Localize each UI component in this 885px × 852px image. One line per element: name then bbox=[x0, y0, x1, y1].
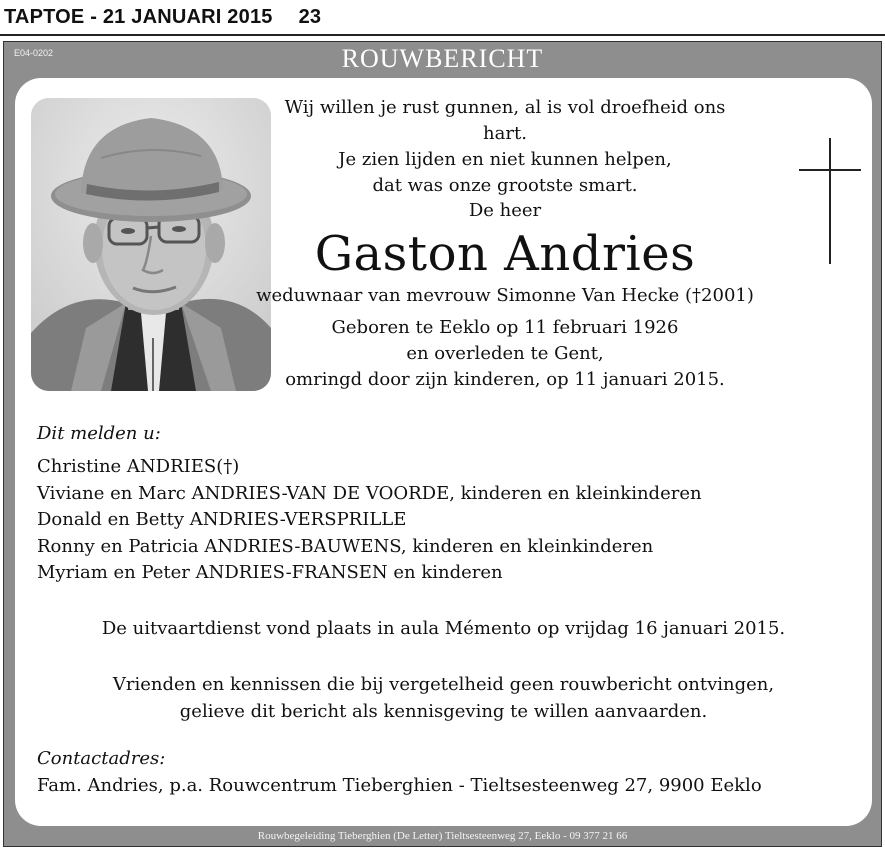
notice-title: ROUWBERICHT bbox=[341, 44, 544, 73]
announcers-label: Dit melden u: bbox=[37, 423, 161, 444]
birth-death-info bbox=[265, 315, 745, 393]
funeral-home-footer: Rouwbegeleiding Tieberghien (De Letter) Tieltsesteenweg 27, Eeklo - 09 377 21 66 bbox=[257, 830, 628, 842]
page-number: 23 bbox=[298, 6, 322, 28]
ad-code: E04-0202 bbox=[14, 48, 54, 58]
poem-line: dat was onze grootste smart. bbox=[372, 175, 638, 196]
family-list bbox=[37, 454, 702, 587]
death-date-line: omringd door zijn kinderen, op 11 januari 2015. bbox=[285, 369, 725, 390]
friends-line: Vrienden en kennissen die bij vergetelheid geen rouwbericht ontvingen, bbox=[112, 674, 775, 695]
family-member: Christine ANDRIES(†) bbox=[37, 456, 240, 477]
family-member: Ronny en Patricia ANDRIES-BAUWENS, kinderen en kleinkinderen bbox=[37, 535, 654, 557]
birth-line: Geboren te Eeklo op 11 februari 1926 bbox=[331, 317, 679, 338]
friends-line: gelieve dit bericht als kennisgeving te willen aanvaarden. bbox=[179, 701, 708, 722]
publication-header bbox=[4, 6, 321, 29]
family-member: Myriam en Peter ANDRIES-FRANSEN en kinderen bbox=[37, 562, 503, 583]
obituary-panel bbox=[15, 78, 872, 826]
funeral-service: De uitvaartdienst vond plaats in aula Mémento op vrijdag 16 januari 2015. bbox=[101, 618, 786, 639]
poem-line: Wij willen je rust gunnen, al is vol droefheid ons hart. bbox=[284, 97, 726, 144]
publication-date: TAPTOE - 21 JANUARI 2015 bbox=[4, 6, 273, 28]
deceased-name: Gaston Andries bbox=[314, 226, 696, 282]
cross-icon-bar bbox=[799, 169, 861, 171]
friends-notice bbox=[15, 671, 872, 725]
header-rule bbox=[0, 34, 885, 36]
cross-icon bbox=[829, 138, 831, 264]
family-member: Viviane en Marc ANDRIES-VAN DE VOORDE, kinderen en kleinkinderen bbox=[37, 482, 702, 504]
family-member: Donald en Betty ANDRIES-VERSPRILLE bbox=[37, 509, 407, 530]
portrait-photo bbox=[31, 98, 271, 391]
obituary-frame bbox=[3, 41, 882, 847]
contact-label: Contactadres: bbox=[37, 748, 166, 769]
contact-address: Fam. Andries, p.a. Rouwcentrum Tieberghien - Tieltsesteenweg 27, 9900 Eeklo bbox=[37, 775, 762, 796]
death-place-line: en overleden te Gent, bbox=[406, 343, 604, 364]
honorific: De heer bbox=[468, 200, 542, 221]
widower-line: weduwnaar van mevrouw Simonne Van Hecke (†2001) bbox=[256, 285, 754, 306]
poem-line: Je zien lijden en niet kunnen helpen, bbox=[338, 149, 672, 170]
poem bbox=[265, 95, 745, 199]
